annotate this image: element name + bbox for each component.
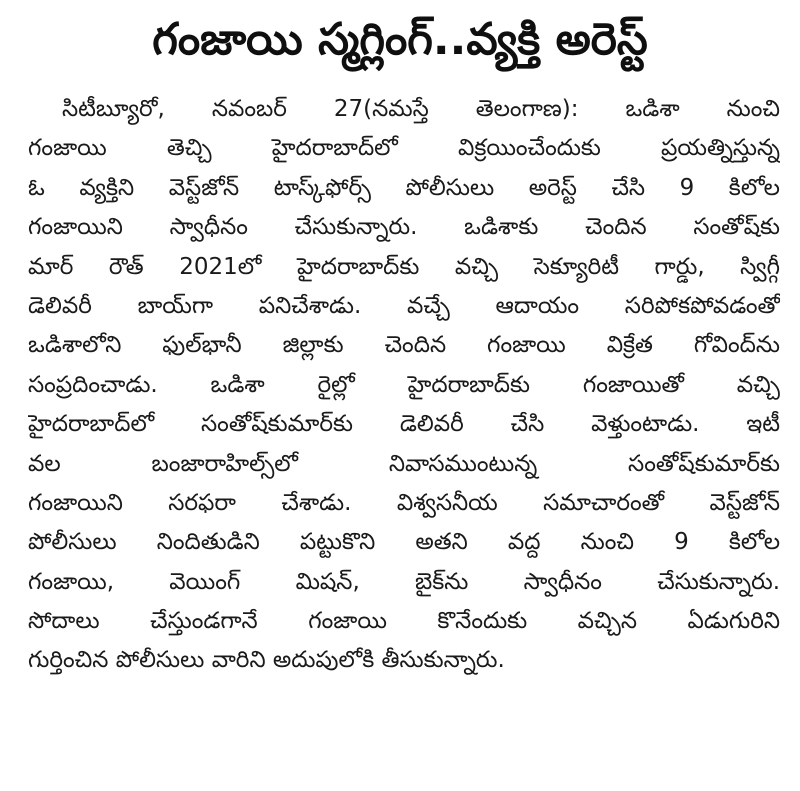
article-body [28, 90, 780, 681]
article-line: ఒడిశాలోని ఫుల్‌భానీ జిల్లాకు చెందిన గంజాయి విక్రేత గోవింద్‌ను [28, 332, 780, 359]
article-line: పోలీసులు నిందితుడిని పట్టుకొని అతని వద్ద నుంచి 9 కిలోల [28, 529, 780, 556]
article-line: సోదాలు చేస్తుండగానే గంజాయి కొనేందుకు వచ్చిన ఏడుగురిని [28, 608, 780, 635]
article-line: గంజాయి తెచ్చి హైదరాబాద్‌లో విక్రయించేందుకు ప్రయత్నిస్తున్న [28, 135, 780, 162]
article-line: వల బంజారాహిల్స్‌లో నివాసముంటున్న సంతోష్‌కుమార్‌కు [28, 450, 780, 477]
article-line: డెలివరీ బాయ్‌గా పనిచేశాడు. వచ్చే ఆదాయం సరిపోకపోవడంతో [28, 292, 780, 319]
headline: గంజాయి స్మగ్లింగ్..వ్యక్తి అరెస్ట్ [152, 14, 648, 65]
article-line: గంజాయిని స్వాధీనం చేసుకున్నారు. ఒడిశాకు చెందిన సంతోష్‌కు [28, 214, 780, 241]
article-line: సంప్రదించాడు. ఒడిశా రైల్లో హైదరాబాద్‌కు గంజాయితో వచ్చి [28, 371, 780, 398]
article-line: మార్ రౌత్ 2021లో హైదరాబాద్‌కు వచ్చి సెక్యూరిటీ గార్డు, స్విగ్గీ [28, 253, 780, 280]
article-line: హైదరాబాద్‌లో సంతోష్‌కుమార్‌కు డెలివరీ చేసి వెళ్తుంటాడు. ఇటీ [28, 411, 780, 438]
article-line: గంజాయి, వెయింగ్ మిషన్, బైక్‌ను స్వాధీనం చేసుకున్నారు. [28, 568, 780, 595]
article-line: గుర్తించిన పోలీసులు వారిని అదుపులోకి తీసుకున్నారు. [28, 647, 505, 674]
article-line: సిటీబ్యూరో, నవంబర్ 27(నమస్తే తెలంగాణ): ఒడిశా నుంచి [62, 96, 780, 122]
article-line: గంజాయిని సరఫరా చేశాడు. విశ్వసనీయ సమాచారంతో వెస్ట్‌జోన్ [28, 489, 780, 516]
article-line: ఓ వ్యక్తిని వెస్ట్‌జోన్ టాస్క్‌ఫోర్స్ పోలీసులు అరెస్ట్ చేసి 9 కిలోల [28, 174, 780, 201]
